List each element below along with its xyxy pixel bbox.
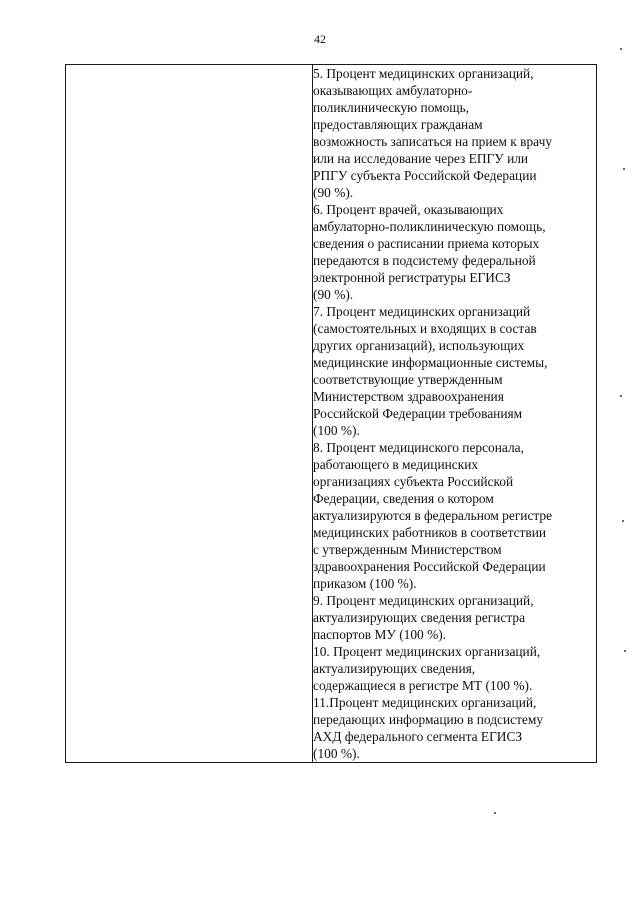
list-item-11: 11.Процент медицинских организаций, передающих информацию в подсистему АХД федерального сегмента ЕГИСЗ (100 %). [313,695,544,761]
table-row [66,65,597,763]
list-item-6: 6. Процент врачей, оказывающих амбулаторно-поликлиническую помощь, сведения о расписании приема которых передаются в подсистему федеральной электронной регистратуры ЕГИСЗ (90 %). [313,202,546,302]
list-item-9: 9. Процент медицинских организаций, актуализирующих сведения регистра паспортов МУ (100 %). [313,593,534,642]
list-item-5: 5. Процент медицинских организаций, оказывающих амбулаторно- поликлиническую помощь, предоставляющих гражданам возможность записаться на прием к врачу или на исследование через ЕПГУ или РПГУ субъекта Российской Федерации (90 %). [313,66,553,200]
table-cell-right [313,65,597,763]
table-cell-left [66,65,313,763]
scan-speck [620,48,622,50]
scan-speck [620,395,622,397]
list-item-7: 7. Процент медицинских организаций (самостоятельных и входящих в состав других организаций), использующих медицинские информационные системы, соответствующие утвержденным Министерством здравоохранения Российской Федерации требованиям (100 %). [313,304,548,438]
scan-speck [624,650,626,652]
list-item-8: 8. Процент медицинского персонала, работающего в медицинских организациях субъекта Российской Федерации, сведения о котором актуализируются в федеральном регистре медицинских работников в соответствии с утвержденным Министерством здравоохранения Российской Федерации приказом (100 %). [313,440,553,591]
scan-speck [622,520,624,522]
scan-speck [623,168,625,170]
requirements-table [65,64,597,763]
list-item-10: 10. Процент медицинских организаций, актуализирующих сведения, содержащиеся в регистре МТ (100 %). [313,644,541,693]
page-number: 42 [314,32,326,46]
scan-speck [494,812,496,814]
